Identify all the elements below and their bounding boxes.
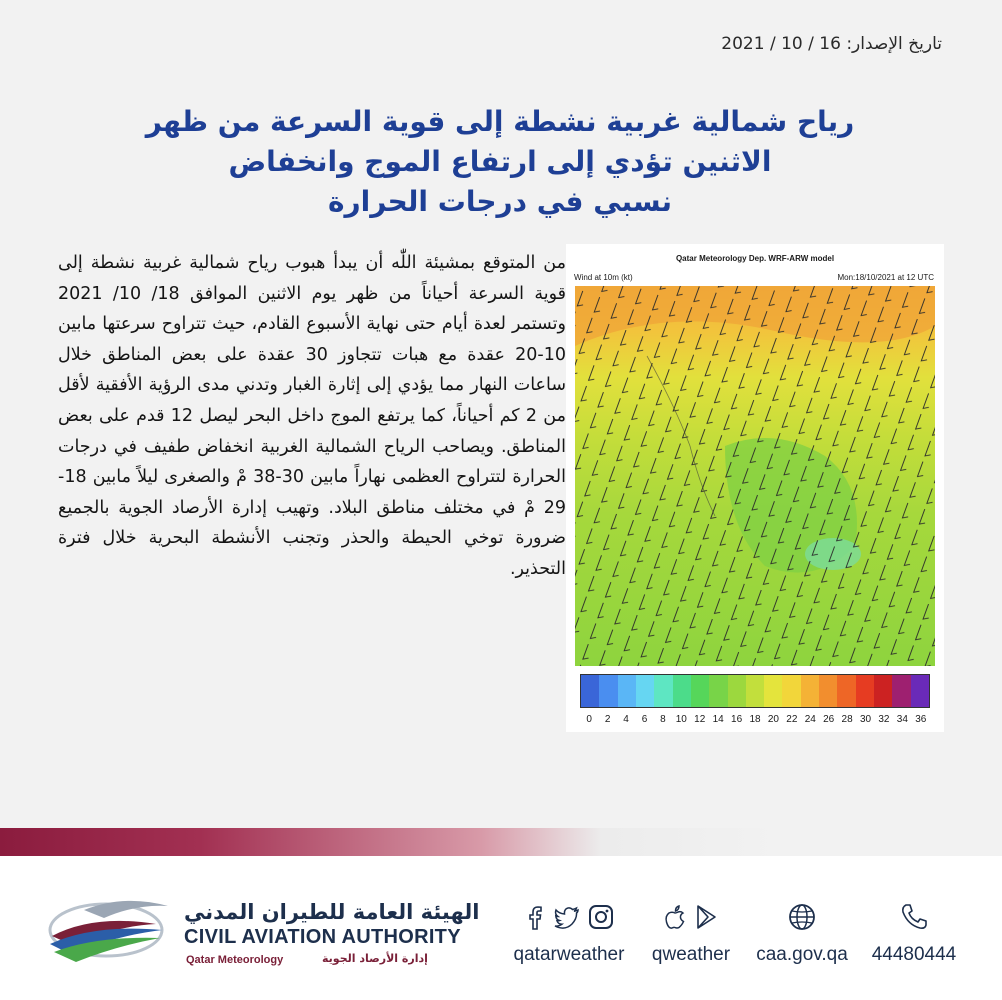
wind-speed-field bbox=[575, 286, 935, 666]
colorbar-swatch bbox=[618, 675, 636, 707]
headline-line: رياح شمالية غربية نشطة إلى قوية السرعة من ظهر bbox=[145, 105, 855, 138]
colorbar-swatch bbox=[782, 675, 800, 707]
colorbar-tick-label: 30 bbox=[859, 714, 872, 725]
colorbar-swatch bbox=[746, 675, 764, 707]
colorbar-swatch bbox=[599, 675, 617, 707]
wind-barbs bbox=[575, 286, 935, 666]
colorbar-tick-label: 0 bbox=[586, 714, 592, 725]
body-line: حتى نهاية الأسبوع القادم، حيث تتراوح سرعتها مابين bbox=[58, 314, 436, 335]
map-variable-label: Wind at 10m (kt) bbox=[574, 273, 633, 282]
headline bbox=[60, 102, 940, 222]
headline-line: نسبي في درجات الحرارة bbox=[328, 185, 672, 218]
colorbar-tick-label: 26 bbox=[823, 714, 835, 725]
colorbar-tick-label: 28 bbox=[841, 714, 853, 725]
colorbar-ticks bbox=[580, 714, 930, 726]
colorbar-swatch bbox=[874, 675, 892, 707]
google-play-icon[interactable] bbox=[693, 903, 719, 931]
globe-icon[interactable] bbox=[787, 902, 817, 932]
colorbar-tick-label: 32 bbox=[878, 714, 890, 725]
colorbar-swatch bbox=[856, 675, 874, 707]
colorbar-swatch bbox=[728, 675, 746, 707]
issue-date: تاريخ الإصدار: 16 / 10 / 2021 bbox=[721, 34, 942, 54]
footer bbox=[0, 856, 1002, 1000]
body-line: 30-38 مْ والصغرى ليلاً مابين 18-29 مْ في مختلف bbox=[58, 467, 566, 518]
colorbar-swatch bbox=[764, 675, 782, 707]
forecast-text bbox=[58, 248, 566, 585]
colorbar-swatch bbox=[801, 675, 819, 707]
colorbar-swatch bbox=[654, 675, 672, 707]
body-line: وتدني مدى الرؤية الأفقية لأقل من 2 كم أحياناً، كما bbox=[58, 375, 566, 426]
body-line: 10-20 عقدة مع هبات تتجاوز 30 عقدة على بعض bbox=[171, 344, 566, 365]
body-line: المناطق خلال ساعات النهار مما يؤدي إلى إثارة الغبار bbox=[58, 344, 566, 396]
app-name[interactable]: qweather bbox=[651, 944, 731, 965]
colorbar-tick-label: 36 bbox=[915, 714, 927, 725]
colorbar-swatch bbox=[837, 675, 855, 707]
body-line: طفيف في درجات الحرارة لتتراوح العظمى نهاراً مابين bbox=[58, 436, 566, 488]
body-line: من المتوقع بمشيئة اللّٰه أن يبدأ هبوب رياح شمالية bbox=[189, 253, 566, 273]
colorbar-tick-label: 22 bbox=[786, 714, 798, 725]
facebook-icon[interactable] bbox=[523, 903, 547, 931]
body-line: يرتفع الموج داخل البحر ليصل 12 قدم على بعض bbox=[58, 405, 415, 426]
phone-icon[interactable] bbox=[899, 902, 929, 932]
colorbar-tick-label: 20 bbox=[767, 714, 779, 725]
colorbar-swatch bbox=[819, 675, 837, 707]
colorbar-tick-label: 6 bbox=[641, 714, 648, 725]
social-handle[interactable]: qatarweather bbox=[513, 944, 625, 965]
colorbar-tick-label: 14 bbox=[712, 714, 724, 725]
colorbar-swatch bbox=[911, 675, 929, 707]
twitter-icon[interactable] bbox=[553, 903, 581, 931]
body-line: خلال فترة التحذير. bbox=[58, 528, 566, 579]
colorbar-tick-label: 12 bbox=[694, 714, 706, 725]
footer-accent-band bbox=[0, 828, 1002, 856]
app-contact[interactable] bbox=[642, 900, 740, 966]
colorbar-swatch bbox=[709, 675, 727, 707]
body-line: مناطق البلاد. وتهيب إدارة الأرصاد الجوية بالجميع bbox=[58, 497, 425, 518]
org-name-english: CIVIL AVIATION AUTHORITY bbox=[184, 926, 461, 948]
colorbar-tick-label: 2 bbox=[604, 714, 611, 725]
colorbar-tick-label: 18 bbox=[749, 714, 761, 725]
department-name-english: Qatar Meteorology bbox=[186, 954, 284, 966]
colorbar-tick-label: 8 bbox=[660, 714, 666, 725]
colorbar-tick-label: 4 bbox=[623, 714, 629, 725]
colorbar-tick-label: 34 bbox=[896, 714, 908, 725]
body-line: غربية نشطة إلى قوية السرعة أحياناً من ظهر يوم bbox=[58, 253, 566, 304]
phone-contact[interactable] bbox=[864, 900, 964, 966]
website-url[interactable]: caa.gov.qa bbox=[756, 944, 848, 965]
colorbar-tick-label: 24 bbox=[804, 714, 816, 725]
body-line: المناطق. ويصاحب الرياح الشمالية الغربية انخفاض bbox=[197, 436, 566, 457]
colorbar-swatch bbox=[581, 675, 599, 707]
colorbar-tick-label: 10 bbox=[675, 714, 687, 725]
instagram-icon[interactable] bbox=[587, 903, 615, 931]
body-line: ضرورة توخي الحيطة والحذر وتجنب الأنشطة البحرية bbox=[148, 528, 566, 549]
colorbar-swatch bbox=[691, 675, 709, 707]
colorbar-swatch bbox=[636, 675, 654, 707]
colorbar-swatch bbox=[892, 675, 910, 707]
map-time-label: Mon:18/10/2021 at 12 UTC bbox=[837, 273, 934, 282]
map-title: Qatar Meteorology Dep. WRF-ARW model bbox=[675, 254, 835, 263]
org-name-arabic: الهيئة العامة للطيران المدني bbox=[184, 900, 480, 924]
social-contact[interactable] bbox=[508, 900, 630, 966]
colorbar-swatch bbox=[673, 675, 691, 707]
wind-forecast-map bbox=[566, 244, 944, 732]
body-line: الاثنين الموافق 18/ 10/ 2021 وتستمر لعدة أيام bbox=[58, 283, 566, 335]
phone-number[interactable]: 44480444 bbox=[871, 944, 957, 965]
headline-line: الاثنين تؤدي إلى ارتفاع الموج وانخفاض bbox=[228, 145, 772, 178]
wind-speed-colorbar bbox=[580, 674, 930, 708]
apple-icon[interactable] bbox=[663, 903, 687, 931]
department-name-arabic: إدارة الأرصاد الجوية bbox=[322, 952, 428, 965]
website-contact[interactable] bbox=[752, 900, 852, 966]
caa-logo-icon bbox=[44, 886, 176, 976]
colorbar-tick-label: 16 bbox=[731, 714, 743, 725]
